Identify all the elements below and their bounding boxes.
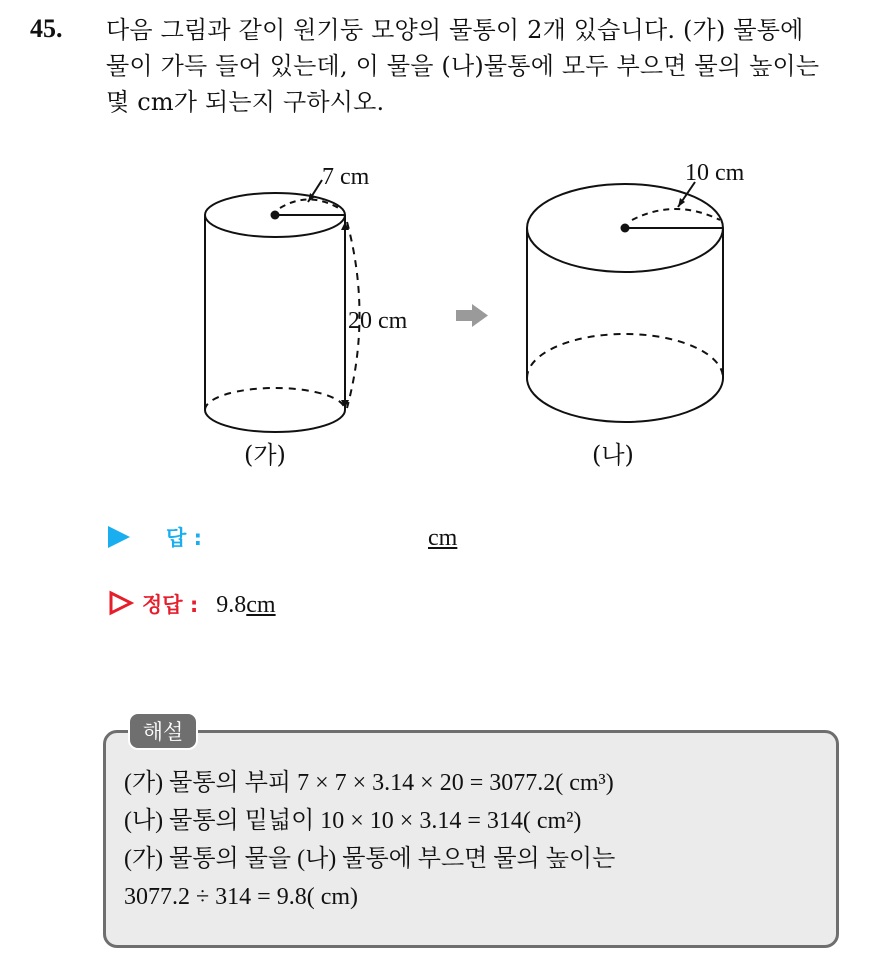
right-cylinder: [527, 184, 723, 422]
left-cylinder-label: (가): [244, 441, 286, 469]
explanation-tab: 해설: [128, 712, 198, 750]
left-center-dot: [271, 211, 280, 220]
right-radius-label: 10 cm: [685, 160, 745, 186]
left-cylinder: [205, 193, 360, 432]
explanation-line-3: (가) 물통의 물을 (나) 물통에 부으면 물의 높이는: [124, 846, 616, 872]
left-radius-label: 7 cm: [322, 164, 370, 190]
explanation-line-1: (가) 물통의 부피 7 × 7 × 3.14 × 20 = 3077.2( cm³): [124, 770, 614, 796]
transfer-arrow-icon: [456, 304, 488, 327]
question-number: 45.: [30, 14, 63, 43]
correct-answer-value: 9.8: [216, 592, 247, 618]
question-text: [106, 12, 876, 120]
explanation-line-2: (나) 물통의 밑넓이 10 × 10 × 3.14 = 314( cm²): [124, 808, 582, 834]
question-line-2: 물이 가득 들어 있는데, 이 물을 (나)물통에 모두 부으면 물의 높이는: [106, 52, 820, 80]
right-center-dot: [621, 224, 630, 233]
explanation-line-4: 3077.2 ÷ 314 = 9.8( cm): [124, 884, 359, 910]
play-triangle-icon: [108, 526, 130, 548]
correct-answer-unit: cm: [246, 592, 276, 618]
correct-answer-label: 정답 :: [142, 593, 199, 617]
explanation-text: [124, 764, 615, 916]
cylinder-figure: [180, 150, 760, 480]
left-height-label: 20 cm: [348, 308, 408, 334]
correct-answer-row: [108, 586, 276, 619]
question-line-1: 다음 그림과 같이 원기둥 모양의 물통이 2개 있습니다. (가) 물통에: [106, 16, 804, 44]
answer-label: 답 :: [166, 526, 202, 550]
right-cylinder-label: (나): [592, 441, 634, 469]
answer-row: [108, 522, 457, 552]
answer-unit: cm: [428, 525, 458, 551]
outline-triangle-icon: [108, 590, 134, 616]
question-line-3: 몇 cm가 되는지 구하시오.: [106, 88, 385, 116]
